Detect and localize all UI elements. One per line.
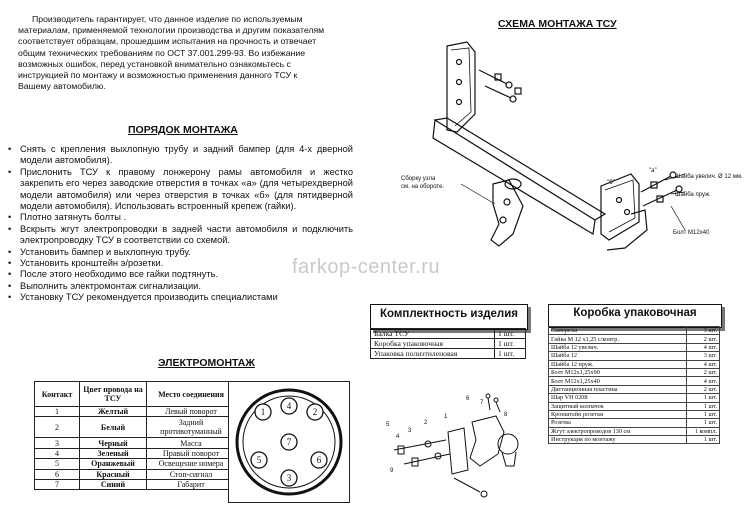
item-cell: Шайба 12 увелич. bbox=[549, 343, 687, 351]
callout-right-line: Шайба пруж. bbox=[675, 192, 711, 198]
column-header: Цвет провода на ТСУ bbox=[80, 382, 147, 407]
assembly-step: • Снять с крепления выхлопную трубу и задний бампер (для 4-х дверной модели автомобиля). bbox=[8, 144, 353, 166]
item-cell: Защитный колпачок bbox=[549, 402, 687, 410]
kit-title-frame bbox=[370, 304, 528, 330]
electro-title: ЭЛЕКТРОМОНТАЖ bbox=[158, 357, 255, 369]
item-cell: Розетка bbox=[549, 419, 687, 427]
column-header: Место соединения bbox=[147, 382, 236, 407]
contact-cell: 7 bbox=[35, 479, 80, 489]
qty-cell: 1 шт. bbox=[495, 339, 526, 349]
socket-pin bbox=[307, 404, 323, 420]
wire-color-cell: Красный bbox=[80, 469, 147, 479]
table-row bbox=[35, 407, 236, 417]
contact-cell: 4 bbox=[35, 448, 80, 458]
kit-title: Комплектность изделия bbox=[380, 308, 518, 320]
table-row bbox=[549, 377, 720, 385]
qty-cell: 1 компл. bbox=[687, 427, 720, 435]
table-row bbox=[549, 327, 720, 335]
warranty-line: инструкцией по монтажу и возможностью применения данного ТСУ к bbox=[18, 70, 298, 81]
item-cell: Инструкция по монтажу bbox=[549, 436, 687, 444]
wiring-table bbox=[34, 381, 236, 490]
item-cell: Коробка упаковочная bbox=[371, 339, 495, 349]
left-bracket bbox=[447, 42, 475, 132]
qty-cell: 1 шт. bbox=[687, 436, 720, 444]
warranty-line: соответствует образцам, прошедшим испытания на прочность и отвечает bbox=[18, 36, 317, 47]
connection-cell: Задний противотуманный bbox=[147, 417, 236, 438]
assembly-step-text: Выполнить электромонтаж сигнализации. bbox=[20, 280, 201, 291]
column-header: Контакт bbox=[35, 382, 80, 407]
qty-cell: 2 шт. bbox=[687, 335, 720, 343]
item-cell: Гайка М 12 х1,25 с/контр. bbox=[549, 335, 687, 343]
svg-text:5: 5 bbox=[256, 455, 262, 465]
warranty-line: общим технических требованиям по ОСТ 37.001.299-93. Во избежание bbox=[18, 47, 306, 58]
svg-text:2: 2 bbox=[312, 407, 318, 417]
qty-cell: 1 шт. bbox=[495, 329, 526, 339]
connection-cell: Габарит bbox=[147, 479, 236, 489]
assembly-step: • Плотно затянуть болты . bbox=[8, 212, 353, 223]
qty-cell: 1 шт. bbox=[687, 419, 720, 427]
item-cell: Саморезы bbox=[549, 327, 687, 335]
qty-cell: 3 шт. bbox=[687, 327, 720, 335]
item-cell: Шар VH 0208 bbox=[549, 394, 687, 402]
assembly-step-text: После этого необходимо все гайки подтянуть. bbox=[20, 269, 219, 280]
svg-text:8: 8 bbox=[504, 412, 508, 418]
assembly-step: • Установить бампер и выхлопную трубу. bbox=[8, 247, 353, 258]
item-cell: Дистанционная пластина bbox=[549, 385, 687, 393]
wire-color-cell: Белый bbox=[80, 417, 147, 438]
assembly-step-text: Установить кронштейн э/розетки. bbox=[20, 258, 164, 269]
connection-cell: Масса bbox=[147, 438, 236, 448]
svg-text:3: 3 bbox=[286, 473, 292, 483]
assembly-steps bbox=[8, 144, 353, 304]
table-row bbox=[371, 349, 526, 359]
svg-text:5: 5 bbox=[386, 422, 390, 428]
table-row bbox=[549, 368, 720, 376]
svg-text:1: 1 bbox=[260, 407, 266, 417]
warranty-text bbox=[18, 14, 363, 92]
wire-color-cell: Оранжевый bbox=[80, 459, 147, 469]
contact-cell: 1 bbox=[35, 407, 80, 417]
table-row bbox=[549, 352, 720, 360]
contact-cell: 3 bbox=[35, 438, 80, 448]
socket-pin bbox=[281, 470, 297, 486]
socket-diagram bbox=[229, 382, 349, 502]
connection-cell: Левый поворот bbox=[147, 407, 236, 417]
socket-pin bbox=[251, 452, 267, 468]
assembly-step-text: Снять с крепления выхлопную трубу и задний бампер (для 4-х дверной модели автомобиля). bbox=[20, 144, 353, 166]
table-row bbox=[549, 410, 720, 418]
callout-left-line: см. на обороте. bbox=[401, 184, 445, 190]
table-row bbox=[549, 343, 720, 351]
qty-cell: 2 шт. bbox=[687, 385, 720, 393]
assembly-step-text: Плотно затянуть болты . bbox=[20, 212, 127, 223]
connection-cell: Правый поворот bbox=[147, 448, 236, 458]
assembly-step: • Вскрыть жгут электропроводки в задней части автомобиля и подключить электропроводку ТСУ в соответствии со схемой. bbox=[8, 223, 353, 246]
table-row bbox=[549, 402, 720, 410]
qty-cell: 1 шт. bbox=[687, 394, 720, 402]
table-row bbox=[549, 436, 720, 444]
svg-text:3: 3 bbox=[408, 428, 412, 434]
ball-mount-assembly-drawing bbox=[384, 392, 534, 502]
warranty-line: возможных ошибок, перед установкой внимательно ознакомьтесь с bbox=[18, 58, 291, 69]
svg-text:4: 4 bbox=[286, 401, 292, 411]
package-title: Коробка упаковочная bbox=[573, 307, 697, 319]
table-row bbox=[35, 469, 236, 479]
table-row bbox=[35, 417, 236, 438]
qty-cell: 1 шт. bbox=[687, 402, 720, 410]
left-bolts bbox=[479, 70, 521, 102]
assembly-step-text: Установить бампер и выхлопную трубу. bbox=[20, 246, 191, 257]
callout-left-line: Сборку узла bbox=[401, 176, 436, 182]
assembly-step-text: Прислонить ТСУ к правому лонжерону рамы автомобиля и жестко закрепить его через заводские отверстия в точках «а» (для четырехдверной модели автомобиля) или через отверстия в точках «б» (для пятидверной модели автомобиля). Использовать встроенный крепеж (гайки). bbox=[20, 166, 353, 212]
label-a: "а" bbox=[649, 168, 657, 174]
assembly-step: • Выполнить электромонтаж сигнализации. bbox=[8, 281, 353, 292]
svg-text:9: 9 bbox=[390, 468, 394, 474]
table-row bbox=[549, 427, 720, 435]
warranty-line: материалам, применяемой технологии производства и другим показателям bbox=[18, 25, 325, 36]
qty-cell: 4 шт. bbox=[687, 343, 720, 351]
label-b: "б" bbox=[607, 180, 615, 186]
qty-cell: 4 шт. bbox=[687, 377, 720, 385]
svg-text:6: 6 bbox=[316, 455, 322, 465]
contact-cell: 6 bbox=[35, 469, 80, 479]
socket-pin bbox=[255, 404, 271, 420]
item-cell: Болт М12х1,25х40 bbox=[549, 377, 687, 385]
item-cell: Болт М12х1,25х90 bbox=[549, 368, 687, 376]
assembly-step: • Прислонить ТСУ к правому лонжерону рамы автомобиля и жестко закрепить его через заводские отверстия в точках «а» (для четырехдверной модели автомобиля) или через отверстия в точках «б» (для пятидверной модели автомобиля). Использовать встроенный крепеж (гайки). bbox=[8, 166, 353, 212]
item-cell: Жгут электропроводов 130 см bbox=[549, 427, 687, 435]
watermark: farkop-center.ru bbox=[292, 256, 441, 278]
wire-color-cell: Черный bbox=[80, 438, 147, 448]
table-row bbox=[35, 448, 236, 458]
socket-pin bbox=[311, 452, 327, 468]
table-row bbox=[371, 329, 526, 339]
contact-cell: 2 bbox=[35, 417, 80, 438]
qty-cell: 2 шт. bbox=[687, 368, 720, 376]
table-row bbox=[549, 394, 720, 402]
table-row bbox=[549, 360, 720, 368]
item-cell: Кронштейн розетки bbox=[549, 410, 687, 418]
qty-cell: 4 шт. bbox=[687, 360, 720, 368]
socket-panel bbox=[228, 381, 350, 503]
table-row bbox=[371, 339, 526, 349]
qty-cell: 3 шт. bbox=[687, 352, 720, 360]
socket-pin bbox=[281, 398, 297, 414]
assembly-title: ПОРЯДОК МОНТАЖА bbox=[128, 124, 238, 136]
ball-mount bbox=[491, 180, 523, 246]
package-title-frame bbox=[548, 304, 722, 328]
svg-text:1: 1 bbox=[444, 414, 448, 420]
assembly-step: • После этого необходимо все гайки подтянуть. bbox=[8, 269, 353, 280]
item-cell: Балка ТСУ bbox=[371, 329, 495, 339]
table-row bbox=[549, 385, 720, 393]
table-row bbox=[35, 438, 236, 448]
callout-right-line: Болт М12х40 bbox=[673, 230, 710, 236]
qty-cell: 1 шт. bbox=[495, 349, 526, 359]
wire-color-cell: Зеленый bbox=[80, 448, 147, 458]
svg-text:6: 6 bbox=[466, 396, 470, 402]
svg-text:2: 2 bbox=[424, 420, 428, 426]
connection-cell: Стоп-сигнал bbox=[147, 469, 236, 479]
assembly-step-text: Вскрыть жгут электропроводки в задней части автомобиля и подключить электропроводку ТСУ в соответствии со схемой. bbox=[20, 223, 353, 246]
item-cell: Шайба 12 пруж. bbox=[549, 360, 687, 368]
callout-right-line: Шайба увелич. Ø 12 мм. bbox=[675, 174, 743, 180]
wire-color-cell: Желтый bbox=[80, 407, 147, 417]
table-row bbox=[549, 419, 720, 427]
item-cell: Шайба 12 bbox=[549, 352, 687, 360]
assembly-step: • Установить кронштейн э/розетки. bbox=[8, 258, 353, 269]
socket-pin bbox=[281, 434, 297, 450]
towbar-installation-drawing bbox=[395, 34, 743, 296]
assembly-step-text: Установку ТСУ рекомендуется производить специалистами bbox=[20, 292, 278, 303]
warranty-line: Вашему автомобилю. bbox=[18, 81, 106, 92]
qty-cell: 1 шт. bbox=[687, 410, 720, 418]
assembly-step: • Установку ТСУ рекомендуется производить специалистами bbox=[8, 292, 353, 303]
wire-color-cell: Синий bbox=[80, 479, 147, 489]
warranty-line: Производитель гарантирует, что данное изделие по используемым bbox=[32, 14, 303, 24]
table-row bbox=[35, 459, 236, 469]
svg-text:7: 7 bbox=[286, 437, 292, 447]
scheme-title: СХЕМА МОНТАЖА ТСУ bbox=[498, 18, 617, 30]
main-beam bbox=[435, 118, 605, 220]
package-table bbox=[548, 326, 720, 444]
contact-cell: 5 bbox=[35, 459, 80, 469]
kit-table bbox=[370, 328, 526, 359]
table-row bbox=[549, 335, 720, 343]
svg-text:4: 4 bbox=[396, 434, 400, 440]
table-row bbox=[35, 479, 236, 489]
connection-cell: Освещение номера bbox=[147, 459, 236, 469]
svg-text:7: 7 bbox=[480, 400, 484, 406]
item-cell: Упаковка полиэтиленовая bbox=[371, 349, 495, 359]
